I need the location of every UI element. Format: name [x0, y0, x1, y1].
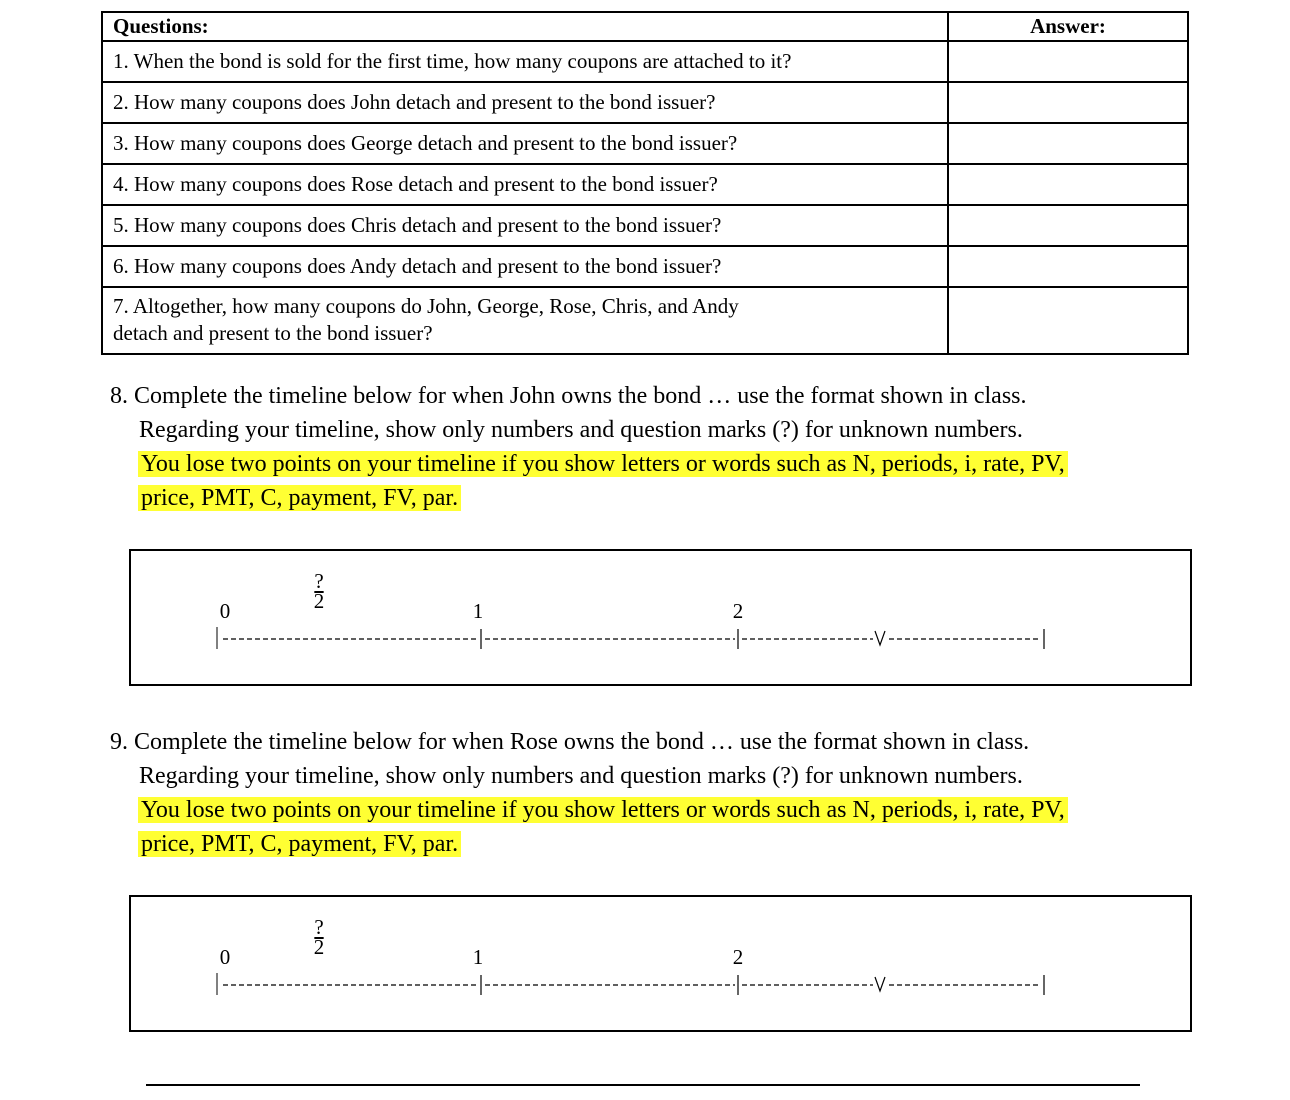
table-row [102, 287, 1188, 354]
answer-cell-2[interactable] [948, 82, 1188, 123]
answer-cell-6[interactable] [948, 246, 1188, 287]
question-9-warning-line-1 [110, 793, 1130, 827]
answer-header: Answer: [948, 12, 1188, 41]
question-4: 4. How many coupons does Rose detach and present to the bond issuer? [102, 164, 948, 205]
timeline-label-1: 1 [472, 945, 484, 969]
timeline-label-0: 0 [219, 599, 231, 623]
timeline-label-0: 0 [219, 945, 231, 969]
timeline-label-2: 2 [732, 599, 744, 623]
question-8-line-2: Regarding your timeline, show only numbers and question marks (?) for unknown numbers. [139, 417, 1023, 443]
table-row [102, 164, 1188, 205]
question-8-highlight-2: price, PMT, C, payment, FV, par. [138, 485, 461, 511]
question-7-line-2: detach and present to the bond issuer? [113, 321, 433, 345]
answer-cell-5[interactable] [948, 205, 1188, 246]
answer-cell-1[interactable] [948, 41, 1188, 82]
john-timeline-box[interactable] [129, 549, 1192, 686]
question-9-instructions [110, 725, 1130, 861]
answer-cell-4[interactable] [948, 164, 1188, 205]
question-3: 3. How many coupons does George detach and present to the bond issuer? [102, 123, 948, 164]
question-8-highlight-1: You lose two points on your timeline if you show letters or words such as N, periods, i, rate, PV, [138, 451, 1068, 477]
question-9-highlight-2: price, PMT, C, payment, FV, par. [138, 831, 461, 857]
question-7-line-1: 7. Altogether, how many coupons do John, George, Rose, Chris, and Andy [113, 294, 739, 318]
rose-timeline-box[interactable] [129, 895, 1192, 1032]
question-7 [102, 287, 948, 354]
fraction-denominator: 2 [313, 589, 325, 613]
timeline-line [131, 897, 1190, 1030]
question-8-line-1: 8. Complete the timeline below for when John owns the bond … use the format shown in class. [110, 383, 1027, 409]
question-8-warning-line-2 [110, 481, 1130, 515]
question-9-warning-line-2 [110, 827, 1130, 861]
question-1: 1. When the bond is sold for the first time, how many coupons are attached to it? [102, 41, 948, 82]
question-9-line-2: Regarding your timeline, show only numbers and question marks (?) for unknown numbers. [139, 763, 1023, 789]
fraction-numerator: ? [314, 569, 324, 593]
question-5: 5. How many coupons does Chris detach and present to the bond issuer? [102, 205, 948, 246]
question-9-line-1: 9. Complete the timeline below for when Rose owns the bond … use the format shown in class. [110, 729, 1030, 755]
question-9-highlight-1: You lose two points on your timeline if you show letters or words such as N, periods, i, rate, PV, [138, 797, 1068, 823]
timeline-label-2: 2 [732, 945, 744, 969]
question-8-warning-line-1 [110, 447, 1130, 481]
table-row [102, 41, 1188, 82]
answer-cell-3[interactable] [948, 123, 1188, 164]
table-row [102, 205, 1188, 246]
question-6: 6. How many coupons does Andy detach and present to the bond issuer? [102, 246, 948, 287]
table-row [102, 246, 1188, 287]
table-row [102, 123, 1188, 164]
question-8-instructions [110, 379, 1130, 515]
fraction-denominator: 2 [313, 935, 325, 959]
bottom-divider [146, 1084, 1140, 1086]
table-header-row [102, 12, 1188, 41]
questions-header: Questions: [102, 12, 948, 41]
table-row [102, 82, 1188, 123]
timeline-line [131, 551, 1190, 684]
answer-cell-7[interactable] [948, 287, 1188, 354]
fraction-numerator: ? [314, 915, 324, 939]
questions-table [101, 11, 1189, 355]
timeline-label-1: 1 [472, 599, 484, 623]
question-2: 2. How many coupons does John detach and present to the bond issuer? [102, 82, 948, 123]
